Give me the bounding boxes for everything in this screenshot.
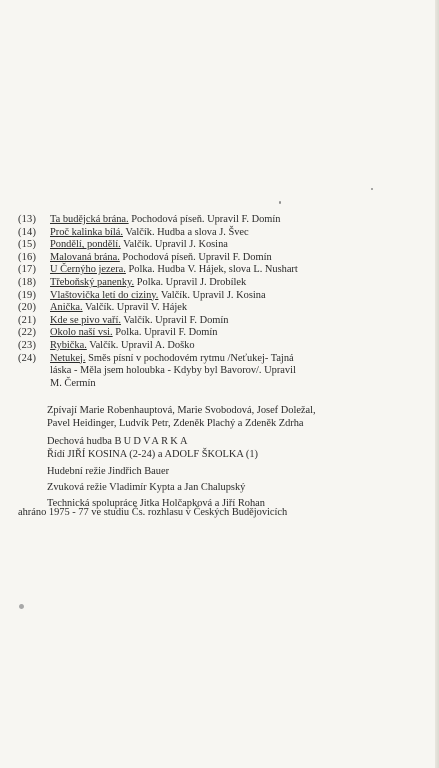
track-number: (18) — [18, 276, 37, 288]
track-details-continued: láska - Měla jsem holoubka - Kdyby byl Bavorov/. Upravil — [50, 365, 296, 377]
track-title: Malovaná brána. — [50, 251, 120, 263]
track-title: Pondělí, pondělí. — [50, 239, 121, 251]
band-conductors: Řídí JIŘÍ KOSINA (2-24) a ADOLF ŠKOLKA (1) — [47, 448, 258, 460]
track-item — [18, 214, 436, 227]
track-item — [18, 252, 436, 265]
track-number: (23) — [18, 339, 37, 351]
track-number: (15) — [18, 239, 37, 251]
track-item — [18, 277, 436, 290]
singers-line: Zpívají Marie Robenhauptová, Marie Svobodová, Josef Doležal, — [47, 405, 316, 416]
track-number: (22) — [18, 327, 37, 339]
track-list — [18, 214, 436, 390]
track-title: Proč kalinka bílá. — [50, 226, 124, 238]
singers-block — [47, 405, 316, 431]
track-item — [18, 327, 436, 340]
track-details: Pochodová píseň. Upravil F. Domín — [128, 214, 281, 225]
credit-line: Technická spolupráce Jitka Holčapková a Jiří Rohan — [47, 497, 265, 509]
track-number: (24) — [18, 352, 37, 364]
credits-block — [47, 466, 265, 510]
track-title: Rybička. — [50, 339, 87, 351]
singers-line: Pavel Heidinger, Ludvík Petr, Zdeněk Plachý a Zdeněk Zdrha — [47, 417, 304, 429]
track-title: U Černýho jezera. — [50, 264, 126, 276]
track-item — [18, 290, 436, 303]
track-details: Valčík. Hudba a slova J. Švec — [123, 226, 249, 238]
track-item — [18, 264, 436, 277]
credit-line: Zvuková režie Vladimír Kypta a Jan Chalupský — [47, 481, 246, 493]
track-details: Směs písní v pochodovém rytmu /Neťukej- Tajná — [85, 352, 294, 364]
band-name: BUDVARKA — [114, 436, 190, 447]
track-title: Kde se pivo vaří. — [50, 314, 121, 326]
track-title: Okolo naší vsi. — [50, 327, 113, 339]
track-number: (17) — [18, 264, 37, 276]
track-item — [18, 315, 436, 328]
band-prefix: Dechová hudba — [47, 436, 115, 447]
track-item — [18, 227, 436, 240]
paper-speck — [371, 188, 373, 190]
track-number: (19) — [18, 289, 37, 301]
track-item — [18, 302, 436, 315]
track-details: Polka. Upravil F. Domín — [112, 327, 218, 339]
paper-speck — [19, 604, 24, 609]
track-title: Třeboňský panenky. — [50, 276, 135, 288]
paper-speck — [279, 201, 281, 204]
track-details-continued: M. Čermín — [50, 377, 96, 389]
track-title: Vlaštovička letí do ciziny. — [50, 289, 159, 301]
track-title: Anička. — [50, 302, 83, 314]
track-details: Valčík. Upravil V. Hájek — [82, 302, 188, 314]
track-number: (16) — [18, 251, 37, 263]
track-item — [18, 353, 436, 366]
band-block — [47, 436, 258, 462]
track-details: Valčík. Upravil F. Domín — [120, 314, 229, 326]
track-number: (13) — [18, 214, 37, 225]
track-details: Polka. Hudba V. Hájek, slova L. Nushart — [125, 264, 298, 276]
track-number: (21) — [18, 314, 37, 326]
track-details: Polka. Upravil J. Drobílek — [134, 276, 247, 288]
track-details: Pochodová píseň. Upravil F. Domín — [119, 251, 272, 263]
track-title: Netukej. — [50, 352, 86, 364]
track-title: Ta budějcká brána. — [50, 214, 129, 225]
track-details: Valčík. Upravil A. Doško — [86, 339, 195, 351]
track-item — [18, 239, 436, 252]
track-number: (20) — [18, 302, 37, 314]
recording-note: ahráno 1975 - 77 ve studiu Čs. rozhlasu v Českých Budějovicích — [18, 507, 288, 518]
track-details: Valčík. Upravil J. Kosina — [158, 289, 266, 301]
track-item — [18, 340, 436, 353]
credit-line: Hudební režie Jindřich Bauer — [47, 466, 170, 477]
track-number: (14) — [18, 226, 37, 238]
track-details: Valčík. Upravil J. Kosina — [120, 239, 228, 251]
